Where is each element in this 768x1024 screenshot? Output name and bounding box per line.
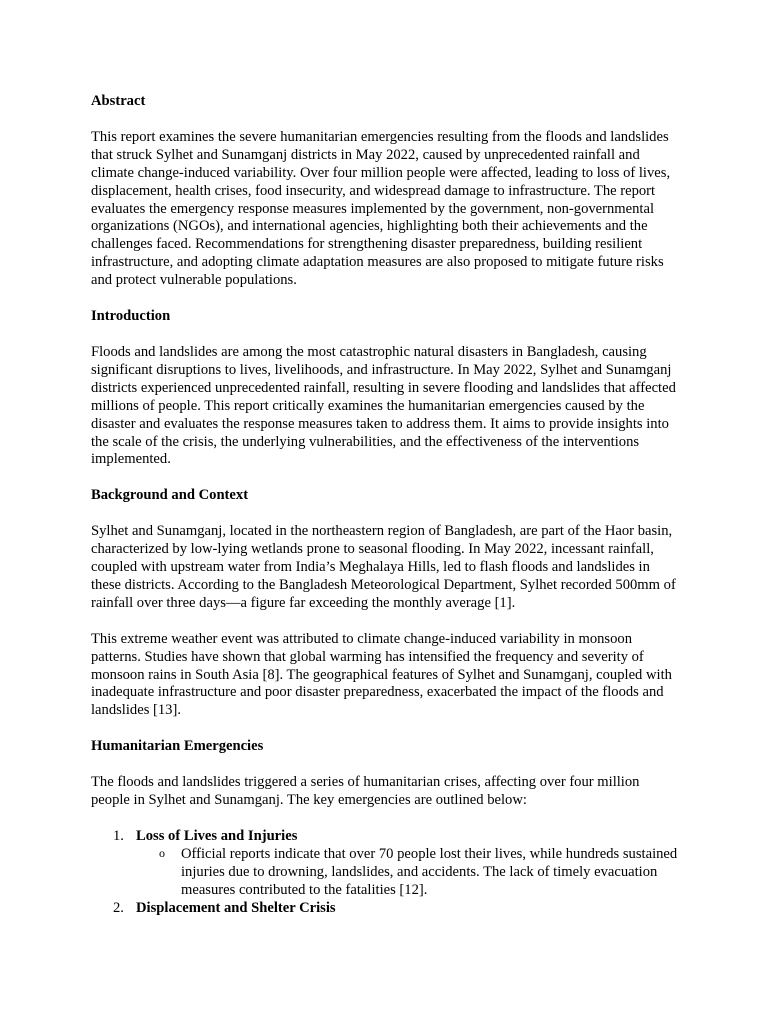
list-item: [91, 828, 681, 900]
background-paragraph-2: This extreme weather event was attributed to climate change-induced variability in monsoon patterns. Studies have shown that global warming has intensified the frequency and severity of monsoon rains in South Asia [8]. The geographical features of Sylhet and Sunamganj, coupled with inadequate infrastructure and poor disaster preparedness, exacerbated the impact of the floods and landslides [13].: [91, 630, 672, 719]
humanitarian-section: [91, 738, 681, 917]
list-item-title: Displacement and Shelter Crisis: [136, 899, 336, 916]
section-heading-background: Background and Context: [91, 487, 249, 504]
section-heading-introduction: Introduction: [91, 308, 171, 325]
section-heading-humanitarian: Humanitarian Emergencies: [91, 738, 264, 755]
list-item: [91, 900, 681, 918]
sub-list: [136, 846, 681, 900]
abstract-section: [91, 93, 681, 290]
list-number: 2.: [113, 899, 124, 916]
bullet-icon: o: [159, 845, 165, 860]
introduction-paragraph: Floods and landslides are among the most catastrophic natural disasters in Bangladesh, causing significant disruptions to lives, livelihoods, and infrastructure. In May 2022, Sylhet and Sunamganj districts experienced unprecedented rainfall, resulting in severe flooding and landslides that affected millions of people. This report critically examines the humanitarian emergencies caused by the disaster and evaluates the response measures taken to address them. It aims to provide insights into the scale of the crisis, the underlying vulnerabilities, and the effectiveness of the interventions implemented.: [91, 343, 676, 468]
document-page: [91, 93, 681, 918]
background-paragraph-1: Sylhet and Sunamganj, located in the northeastern region of Bangladesh, are part of the Haor basin, characterized by low-lying wetlands prone to seasonal flooding. In May 2022, incessant rainfall, coupled with upstream water from India’s Meghalaya Hills, led to flash floods and landslides in these districts. According to the Bangladesh Meteorological Department, Sylhet recorded 500mm of rainfall over three days—a figure far exceeding the monthly average [1].: [91, 523, 676, 611]
section-heading-abstract: Abstract: [91, 93, 146, 109]
list-item-title: Loss of Lives and Injuries: [136, 828, 298, 844]
introduction-section: [91, 308, 681, 469]
humanitarian-intro-paragraph: The floods and landslides triggered a series of humanitarian crises, affecting over four million people in Sylhet and Sunamganj. The key emergencies are outlined below:: [91, 774, 640, 809]
background-section: [91, 487, 681, 720]
abstract-paragraph: This report examines the severe humanitarian emergencies resulting from the floods and landslides that struck Sylhet and Sunamganj districts in May 2022, caused by unprecedented rainfall and climate change-induced variability. Over four million people were affected, leading to loss of lives, displacement, health crises, food insecurity, and widespread damage to infrastructure. The report evaluates the emergency response measures implemented by the government, non-governmental organizations (NGOs), and international agencies, highlighting both their achievements and the challenges faced. Recommendations for strengthening disaster preparedness, building resilient infrastructure, and adopting climate adaptation measures are also proposed to mitigate future risks and protect vulnerable populations.: [91, 128, 671, 289]
list-number: 1.: [113, 828, 124, 844]
sub-list-item: [136, 846, 681, 900]
emergency-list: [91, 828, 681, 918]
sub-list-item-text: Official reports indicate that over 70 people lost their lives, while hundreds sustained injuries due to drowning, landslides, and accidents. The lack of timely evacuation measures contributed to the fatalities [12].: [181, 845, 678, 898]
